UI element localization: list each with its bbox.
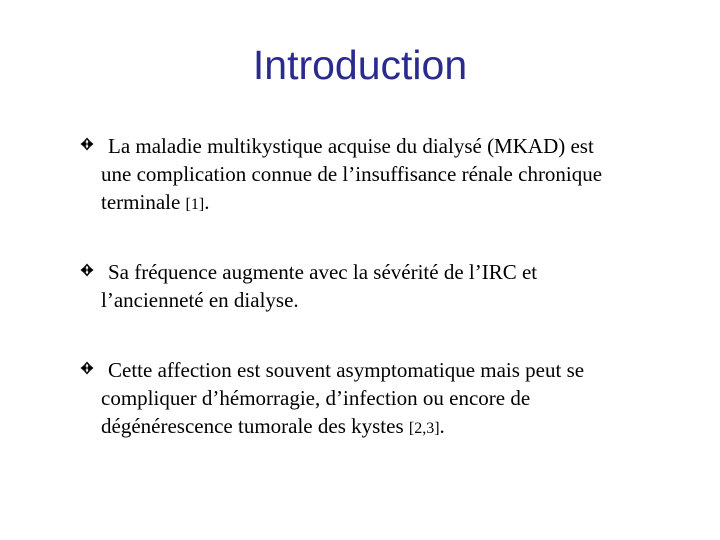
bullet-2-line-1: Sa fréquence augmente avec la sévérité de l’IRC et [108, 260, 538, 284]
bullet-1-line-3-text: terminale [101, 190, 181, 214]
bullet-1-period: . [204, 190, 210, 214]
bullet-1-line-2: une complication connue de l’insuffisance rénale chronique [101, 162, 603, 186]
bullet-item-3 [80, 356, 680, 443]
bullet-1-line-3 [101, 188, 680, 219]
bullet-2-line-2: l’ancienneté en dialyse. [101, 288, 299, 312]
bullet-text-1 [101, 132, 680, 219]
bullet-1-line-1: La maladie multikystique acquise du dialysé (MKAD) est [108, 134, 594, 158]
bullet-text-3 [101, 356, 680, 443]
diamond-bullet-icon [80, 263, 94, 277]
bullet-text-2 [101, 258, 680, 314]
bullet-3-line-1: Cette affection est souvent asymptomatique mais peut se [108, 358, 585, 382]
bullet-3-line-3-text: dégénérescence tumorale des kystes [101, 414, 404, 438]
bullet-1-reference: [1] [185, 196, 205, 213]
slide-title-text: Introduction [252, 42, 468, 88]
diamond-bullet-icon [80, 361, 94, 375]
diamond-bullet-icon [80, 137, 94, 151]
bullet-3-line-2: compliquer d’hémorragie, d’infection ou encore de [101, 386, 531, 410]
bullet-item-1 [80, 132, 680, 219]
bullet-3-reference: [2,3] [408, 420, 440, 437]
bullet-3-period: . [439, 414, 445, 438]
bullet-item-2 [80, 258, 680, 314]
bullet-3-line-3 [101, 412, 680, 443]
